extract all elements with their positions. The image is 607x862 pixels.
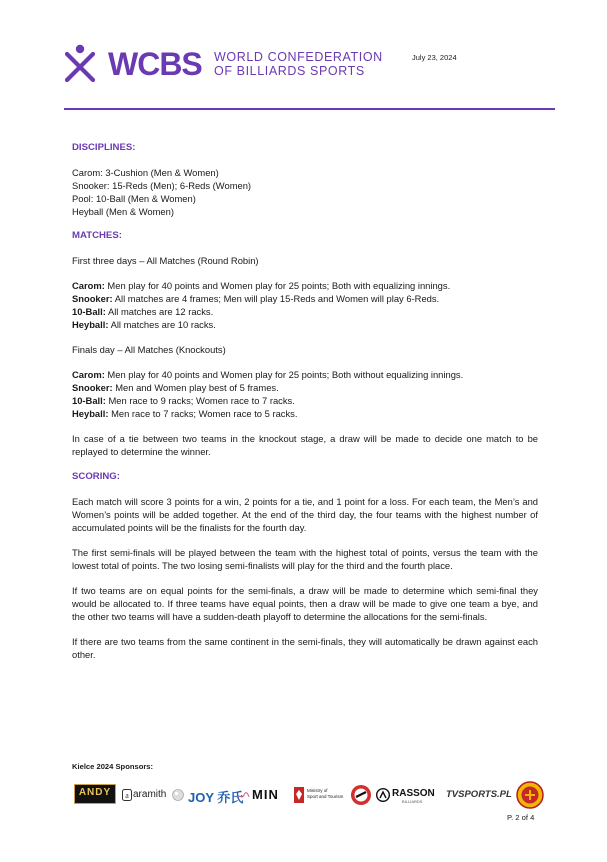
- sponsors-strip: [74, 780, 544, 810]
- tvsports-logo: [446, 780, 514, 810]
- discipline-item: Heyball (Men & Women): [72, 206, 174, 217]
- row-label: Heyball:: [72, 408, 109, 419]
- ministry-line1: Ministry of: [307, 788, 328, 793]
- aramith-emblem-icon: [122, 789, 132, 801]
- knockouts-row: [72, 394, 538, 407]
- tie-note: In case of a tie between two teams in the knockout stage, a draw will be made to decide one match to be replayed to determine the winner.: [72, 433, 538, 457]
- round-robin-row: [72, 292, 538, 305]
- script-mark-logo: [236, 780, 250, 810]
- scoring-paragraph: The first semi-finals will be played between the team with the highest total of points, versus the team with the lowest total of points. The two losing semi-finalists will play for the third and the fourth place.: [72, 547, 538, 571]
- row-label: Heyball:: [72, 319, 109, 330]
- logo-acronym: WCBS: [108, 46, 202, 82]
- row-label: Carom:: [72, 369, 105, 380]
- row-label: 10-Ball:: [72, 306, 106, 317]
- row-text: Men play for 40 points and Women play for 25 points; Both with equalizing innings.: [104, 280, 451, 291]
- knockouts-row: [72, 407, 538, 420]
- circle-brand-logo: [350, 780, 372, 810]
- row-text: Men play for 40 points and Women play for 25 points; Both without equalizing innings.: [104, 369, 464, 380]
- logo-name: [214, 50, 383, 78]
- andy-logo-text: ANDY: [78, 787, 112, 798]
- ministry-logo: [294, 780, 346, 810]
- round-robin-row: [72, 305, 538, 318]
- script-mark-icon: [236, 791, 250, 801]
- scoring-paragraph: Each match will score 3 points for a win, 2 points for a tie, and 1 point for a loss. For each team, the Men’s and Women’s points will be added together. At the end of the third day, the four teams with the highest number of accumulated points will be the finalists for the fourth day.: [72, 496, 538, 533]
- page-number: P. 2 of 4: [507, 813, 535, 822]
- discipline-item: Snooker: 15-Reds (Men); 6-Reds (Women): [72, 180, 252, 191]
- logo-name-line1: WORLD CONFEDERATION: [214, 50, 383, 64]
- rasson-emblem-icon: [376, 788, 390, 802]
- row-label: Snooker:: [72, 293, 113, 304]
- badge-logo: [516, 780, 544, 810]
- discipline-item: Pool: 10-Ball (Men & Women): [72, 193, 196, 204]
- andy-logo: [74, 780, 116, 810]
- row-text: Men race to 9 racks; Women race to 7 racks.: [105, 395, 295, 406]
- knockouts-row: [72, 368, 538, 381]
- header: [64, 44, 544, 86]
- joy-logo-text: JOY 乔氏: [188, 790, 244, 805]
- header-divider: [64, 108, 555, 110]
- scoring-paragraph: If two teams are on equal points for the semi-finals, a draw will be made to determine which semi-final they would be allocated to. If three teams have equal points, then a draw will be made to give one team a bye, and the other two teams will have a sudden-death playoff to determine the allocations for the semi-finals.: [72, 585, 538, 622]
- ministry-logo-text: [307, 788, 343, 800]
- min-logo-text: MIN: [252, 787, 279, 802]
- eagle-emblem-icon: [294, 787, 304, 803]
- rasson-logo: [376, 780, 442, 810]
- discipline-item: Carom: 3-Cushion (Men & Women): [72, 167, 219, 178]
- scoring-paragraph: If there are two teams from the same continent in the semi-finals, they will automatically be drawn against each other.: [72, 636, 538, 660]
- row-text: All matches are 12 racks.: [105, 306, 214, 317]
- svg-text:a: a: [125, 791, 129, 800]
- row-label: Snooker:: [72, 382, 113, 393]
- matches-heading: MATCHES:: [72, 230, 122, 241]
- wcbs-logo-icon: [64, 44, 96, 82]
- round-robin-row: [72, 318, 538, 331]
- ministry-line2: Sport and Tourism: [307, 794, 344, 799]
- round-robin-row: [72, 279, 538, 292]
- min-logo: [252, 780, 290, 810]
- round-badge-icon: [516, 781, 544, 809]
- scoring-heading: SCORING:: [72, 471, 120, 482]
- sponsors-label: Kielce 2024 Sponsors:: [72, 762, 154, 771]
- joy-logo: [188, 780, 244, 810]
- rasson-logo-text: RASSON: [392, 788, 435, 799]
- row-text: Men and Women play best of 5 frames.: [112, 382, 279, 393]
- row-label: 10-Ball:: [72, 395, 106, 406]
- aramith-logo: [122, 780, 184, 810]
- tvsports-logo-text: TVSPORTS.PL: [446, 789, 512, 800]
- row-text: Men race to 7 racks; Women race to 5 racks.: [108, 408, 298, 419]
- disciplines-heading: DISCIPLINES:: [72, 142, 136, 153]
- round-robin-title: First three days – All Matches (Round Robin): [72, 255, 259, 266]
- billiard-ball-icon: [172, 789, 184, 801]
- row-label: Carom:: [72, 280, 105, 291]
- red-circle-emblem-icon: [350, 784, 372, 806]
- document-date: July 23, 2024: [412, 53, 457, 62]
- aramith-logo-text: aramith: [133, 789, 167, 800]
- knockouts-row: [72, 381, 538, 394]
- knockouts-title: Finals day – All Matches (Knockouts): [72, 344, 226, 355]
- document-body: [72, 141, 538, 661]
- logo-name-line2: OF BILLIARDS SPORTS: [214, 64, 365, 78]
- rasson-logo-subtext: BILLIARDS: [402, 799, 423, 804]
- row-text: All matches are 10 racks.: [108, 319, 216, 330]
- row-text: All matches are 4 frames; Men will play 15-Reds and Women will play 6-Reds.: [112, 293, 440, 304]
